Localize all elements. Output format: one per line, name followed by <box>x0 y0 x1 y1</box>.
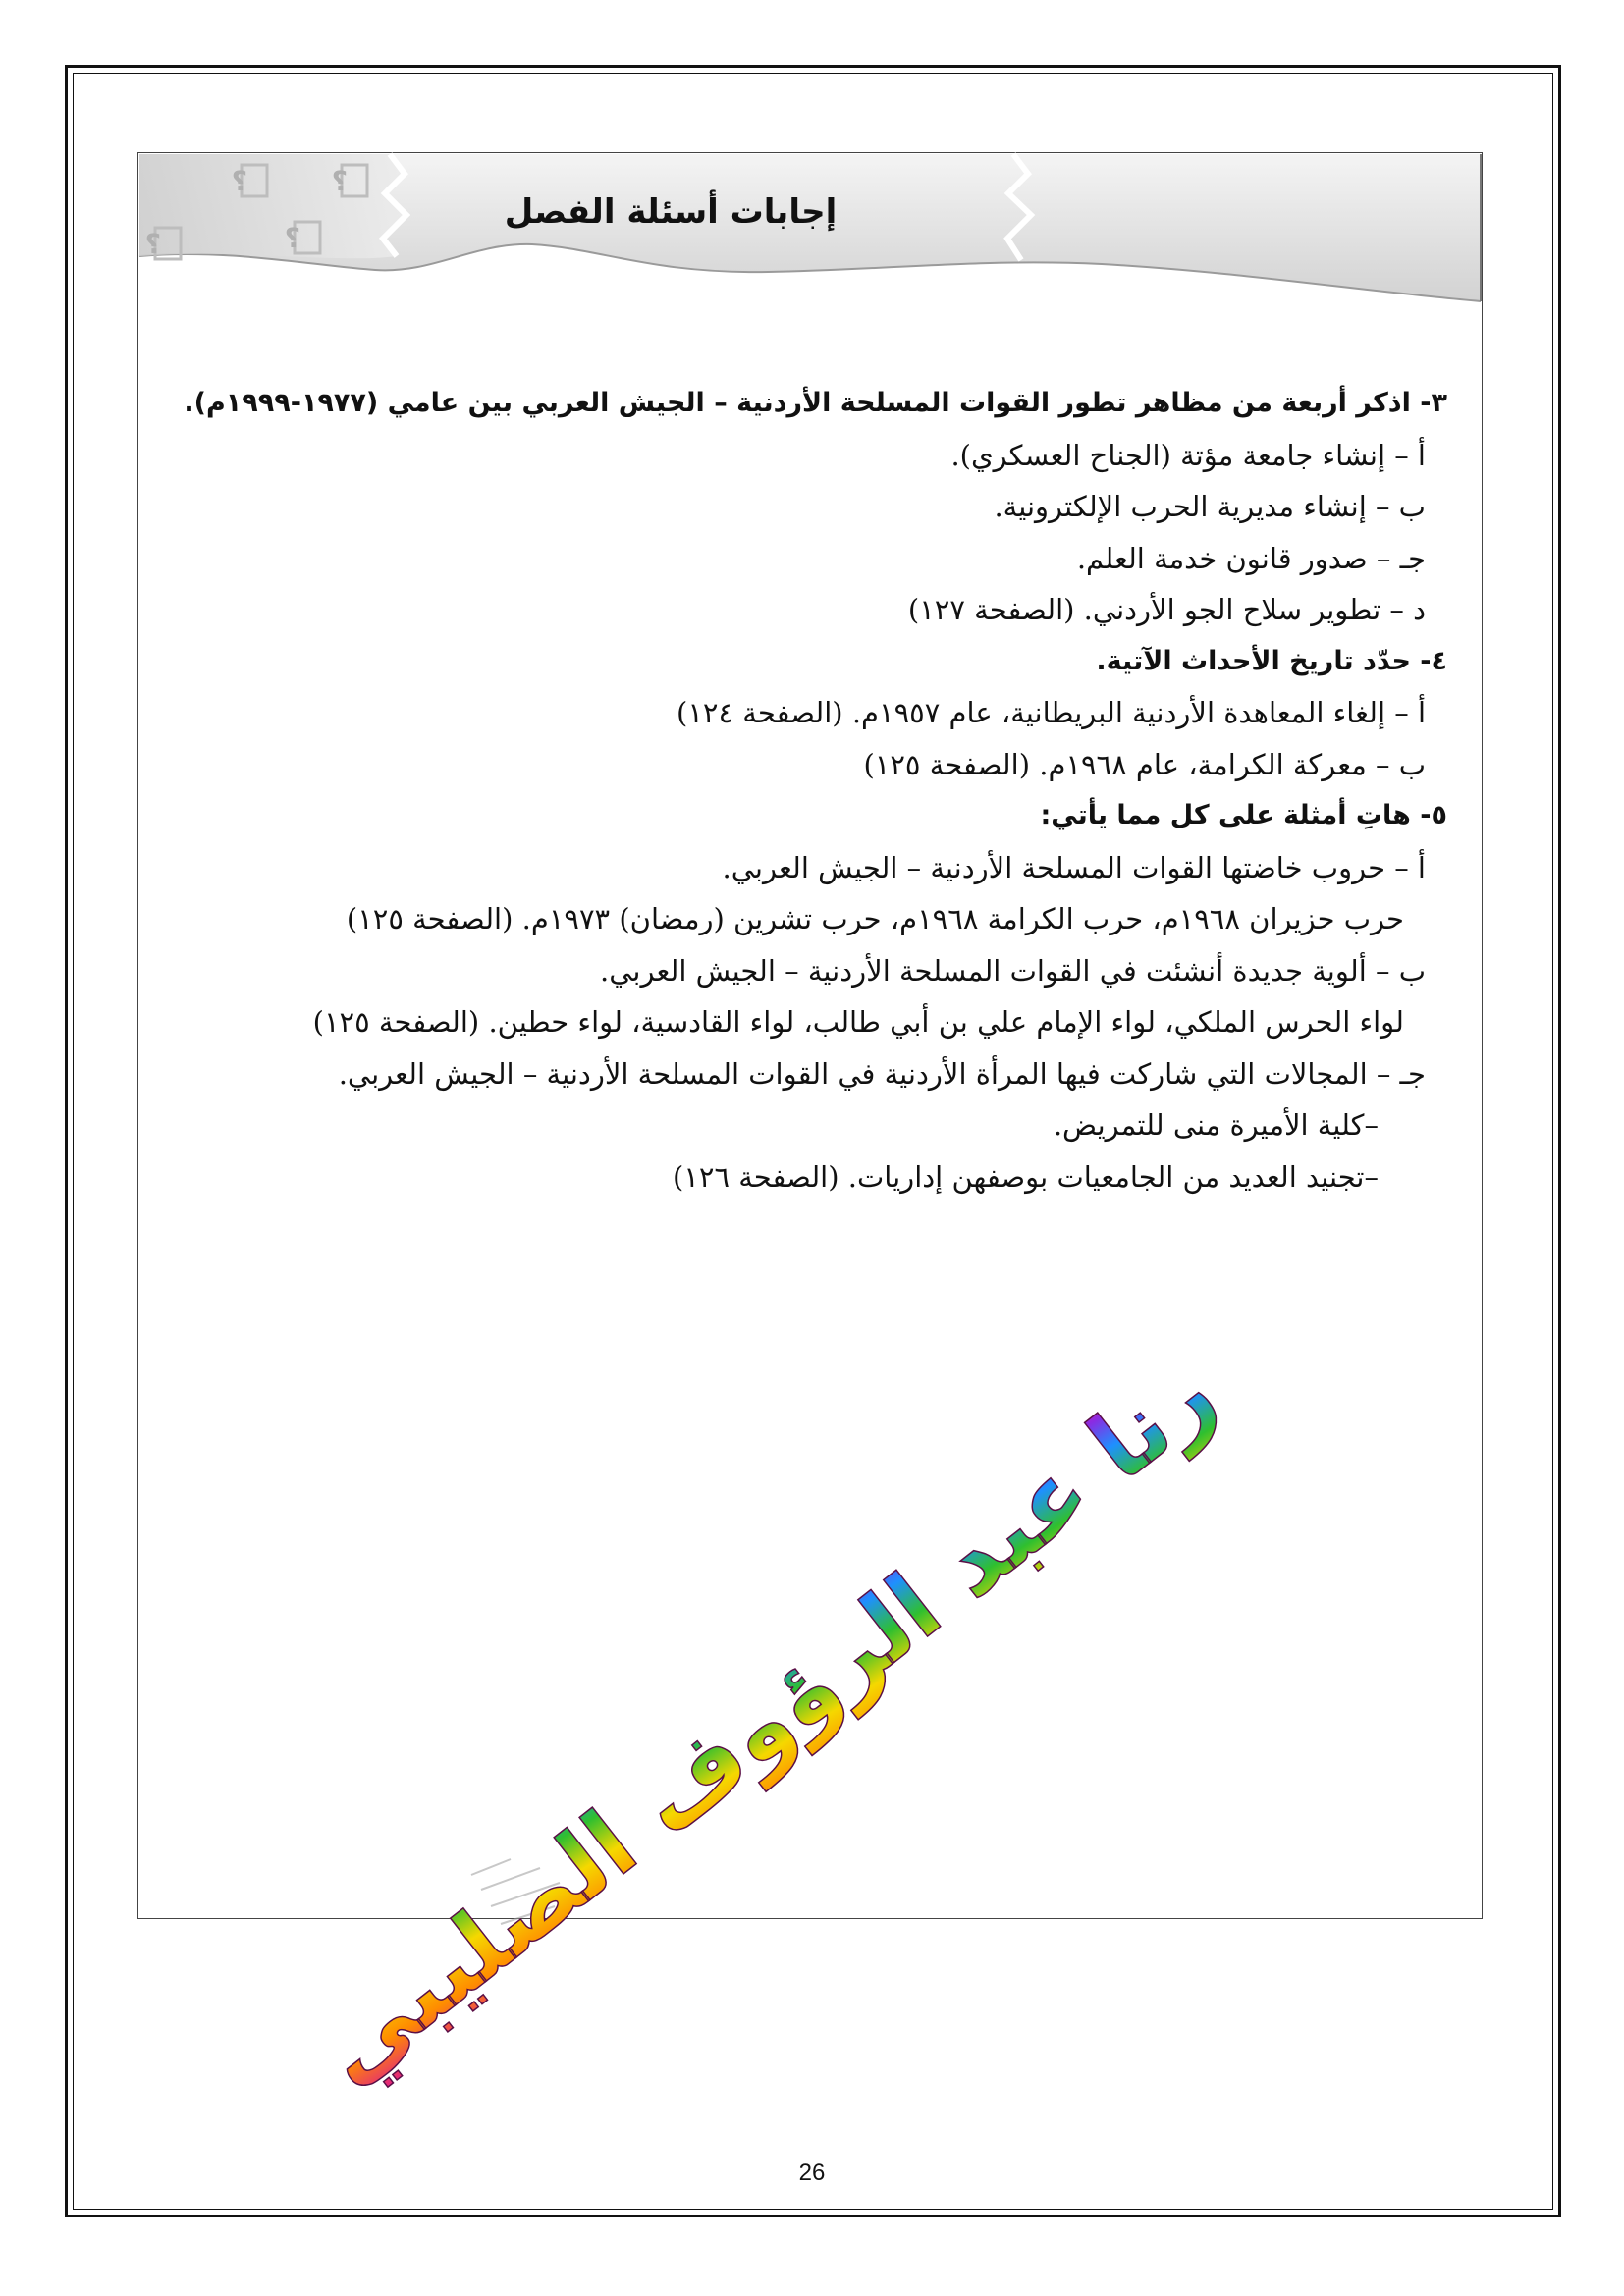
answer-3c: جـ – صدور قانون خدمة العلم. <box>1076 541 1426 575</box>
svg-text:؟: ؟ <box>144 228 161 260</box>
page-number: 26 <box>798 2160 826 2186</box>
answer-4b: ب – معركة الكرامة، عام ١٩٦٨م. (الصفحة ١٢٥) <box>863 747 1426 781</box>
answer-5b: ب – ألوية جديدة أنشئت في القوات المسلحة الأردنية – الجيش العربي. <box>600 953 1426 988</box>
answers-section <box>171 378 1447 1202</box>
answer-3b: ب – إنشاء مديرية الحرب الإلكترونية. <box>994 490 1426 523</box>
question-3: ٣- اذكر أربعة من مظاهر تطور القوات المسلحة الأردنية – الجيش العربي بين عامي (١٩٧٧-١٩٩٩م). <box>184 388 1447 418</box>
answer-5c: جـ – المجالات التي شاركت فيها المرأة الأردنية في القوات المسلحة الأردنية – الجيش العربي. <box>338 1056 1426 1091</box>
page-title: إجابات أسئلة الفصل <box>504 192 838 232</box>
svg-text:رنا عبد الرؤوف الصليبي: رنا عبد الرؤوف الصليبي <box>296 1338 1235 2106</box>
answer-5b-detail: لواء الحرس الملكي، لواء الإمام علي بن أبي طالب، لواء القادسية، لواء حطين. (الصفحة ١٢٥) <box>312 1005 1404 1039</box>
question-5: ٥- هاتِ أمثلة على كل مما يأتي: <box>1040 800 1447 830</box>
answer-5c-item-2: –تجنيد العديد من الجامعيات بوصفهن إداريات. (الصفحة ١٢٦) <box>672 1159 1379 1194</box>
answer-4a: أ – إلغاء المعاهدة الأردنية البريطانية، عام ١٩٥٧م. (الصفحة ١٢٤) <box>677 696 1426 729</box>
answer-5c-item-1: –كلية الأميرة منى للتمريض. <box>1053 1108 1379 1142</box>
svg-text:؟: ؟ <box>284 222 300 254</box>
svg-text:؟: ؟ <box>231 165 247 197</box>
signature-graphic <box>296 1338 1235 2106</box>
question-marks-icon <box>144 157 403 304</box>
question-4: ٤- حدّد تاريخ الأحداث الآتية. <box>1096 645 1447 676</box>
answer-3a: أ – إنشاء جامعة مؤتة (الجناح العسكري). <box>950 438 1426 472</box>
svg-text:؟: ؟ <box>331 165 348 197</box>
author-signature <box>296 1338 1235 2106</box>
answer-3d: د – تطوير سلاح الجو الأردني. (الصفحة ١٢٧) <box>907 593 1426 626</box>
answer-5a: أ – حروب خاضتها القوات المسلحة الأردنية – الجيش العربي. <box>722 850 1426 884</box>
answer-5a-detail: حرب حزيران ١٩٦٨م، حرب الكرامة ١٩٦٨م، حرب تشرين (رمضان) ١٩٧٣م. (الصفحة ١٢٥) <box>346 902 1404 935</box>
